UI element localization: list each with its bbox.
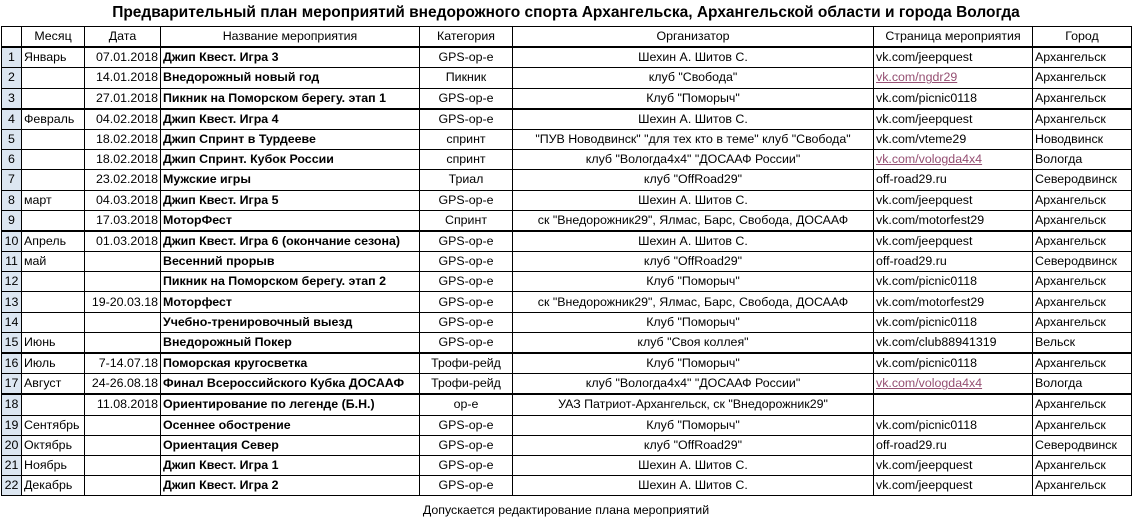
date-cell: 19-20.03.18 xyxy=(85,292,161,312)
organizer-cell: ск "Внедорожник29", Ялмас, Барс, Свобода, ДОСААФ xyxy=(513,210,874,231)
organizer-cell: клуб "OffRoad29" xyxy=(513,170,874,190)
organizer-cell: Шехин А. Шитов С. xyxy=(513,190,874,210)
event-name-cell: Джип Квест. Игра 3 xyxy=(161,47,420,68)
organizer-cell: Шехин А. Шитов С. xyxy=(513,476,874,496)
event-name-cell: Внедорожный Покер xyxy=(161,332,420,353)
event-page-link[interactable]: vk.com/ngdr29 xyxy=(876,70,958,85)
category-cell: Трофи-рейд xyxy=(420,374,513,395)
organizer-cell: клуб "Вологда4х4" "ДОСААФ России" xyxy=(513,374,874,395)
category-cell: GPS-ор-е xyxy=(420,476,513,496)
category-cell: GPS-ор-е xyxy=(420,190,513,210)
month-cell xyxy=(22,210,85,231)
date-cell: 04.02.2018 xyxy=(85,109,161,130)
row-number: 17 xyxy=(2,374,22,395)
row-number: 6 xyxy=(2,150,22,170)
event-name-cell: Ориентация Север xyxy=(161,435,420,455)
row-number: 20 xyxy=(2,435,22,455)
row-number: 13 xyxy=(2,292,22,312)
organizer-cell: клуб "OffRoad29" xyxy=(513,252,874,272)
category-cell: Спринт xyxy=(420,210,513,231)
row-number: 2 xyxy=(2,68,22,88)
organizer-cell: Шехин А. Шитов С. xyxy=(513,47,874,68)
event-name-cell: Джип Квест. Игра 4 xyxy=(161,109,420,130)
table-row xyxy=(2,353,1132,374)
month-cell: Январь xyxy=(22,47,85,68)
organizer-cell: клуб "OffRoad29" xyxy=(513,435,874,455)
header-num xyxy=(2,27,22,48)
month-cell xyxy=(22,394,85,415)
event-name-cell: Ориентирование по легенде (Б.Н.) xyxy=(161,394,420,415)
event-page-link[interactable]: vk.com/vologda4x4 xyxy=(876,376,983,391)
organizer-cell: Шехин А. Шитов С. xyxy=(513,231,874,252)
category-cell: Трофи-рейд xyxy=(420,353,513,374)
city-cell: Архангельск xyxy=(1033,455,1132,475)
table-row xyxy=(2,88,1132,109)
month-cell xyxy=(22,312,85,332)
table-row xyxy=(2,292,1132,312)
date-cell: 18.02.2018 xyxy=(85,150,161,170)
table-row xyxy=(2,210,1132,231)
table-row xyxy=(2,374,1132,395)
table-row xyxy=(2,170,1132,190)
date-cell: 07.01.2018 xyxy=(85,47,161,68)
month-cell: Ноябрь xyxy=(22,455,85,475)
table-row xyxy=(2,231,1132,252)
event-page-cell: off-road29.ru xyxy=(874,170,1033,190)
month-cell xyxy=(22,272,85,292)
event-name-cell: Джип Спринт в Турдееве xyxy=(161,129,420,149)
month-cell: Апрель xyxy=(22,231,85,252)
event-name-cell: Учебно-тренировочный выезд xyxy=(161,312,420,332)
city-cell: Архангельск xyxy=(1033,47,1132,68)
month-cell: март xyxy=(22,190,85,210)
table-row xyxy=(2,68,1132,88)
event-page-cell: vk.com/picnic0118 xyxy=(874,415,1033,435)
row-number: 11 xyxy=(2,252,22,272)
event-page-cell: vk.com/picnic0118 xyxy=(874,312,1033,332)
city-cell: Архангельск xyxy=(1033,353,1132,374)
row-number: 22 xyxy=(2,476,22,496)
event-name-cell: Пикник на Поморском берегу. этап 2 xyxy=(161,272,420,292)
city-cell: Архангельск xyxy=(1033,210,1132,231)
date-cell xyxy=(85,415,161,435)
category-cell: GPS-ор-е xyxy=(420,415,513,435)
date-cell xyxy=(85,252,161,272)
city-cell: Северодвинск xyxy=(1033,435,1132,455)
table-row xyxy=(2,312,1132,332)
table-row xyxy=(2,129,1132,149)
event-name-cell: Моторфест xyxy=(161,292,420,312)
organizer-cell: Шехин А. Шитов С. xyxy=(513,455,874,475)
city-cell: Архангельск xyxy=(1033,109,1132,130)
event-name-cell: Джип Квест. Игра 2 xyxy=(161,476,420,496)
organizer-cell: Шехин А. Шитов С. xyxy=(513,109,874,130)
month-cell xyxy=(22,88,85,109)
event-page-cell: vk.com/vteme29 xyxy=(874,129,1033,149)
city-cell: Архангельск xyxy=(1033,394,1132,415)
city-cell: Архангельск xyxy=(1033,231,1132,252)
event-page-cell: vk.com/club88941319 xyxy=(874,332,1033,353)
organizer-cell: Клуб "Поморыч" xyxy=(513,353,874,374)
event-name-cell: МоторФест xyxy=(161,210,420,231)
row-number: 7 xyxy=(2,170,22,190)
organizer-cell: "ПУВ Новодвинск" "для тех кто в теме" клуб "Свобода" xyxy=(513,129,874,149)
table-row xyxy=(2,415,1132,435)
row-number: 16 xyxy=(2,353,22,374)
category-cell: GPS-ор-е xyxy=(420,435,513,455)
month-cell: Август xyxy=(22,374,85,395)
event-name-cell: Мужские игры xyxy=(161,170,420,190)
date-cell xyxy=(85,455,161,475)
category-cell: GPS-ор-е xyxy=(420,332,513,353)
header-month: Месяц xyxy=(22,27,85,48)
event-page-cell: vk.com/motorfest29 xyxy=(874,210,1033,231)
city-cell: Архангельск xyxy=(1033,272,1132,292)
table-row xyxy=(2,109,1132,130)
category-cell: GPS-ор-е xyxy=(420,231,513,252)
date-cell: 7-14.07.18 xyxy=(85,353,161,374)
table-row xyxy=(2,435,1132,455)
category-cell: GPS-ор-е xyxy=(420,252,513,272)
city-cell: Новодвинск xyxy=(1033,129,1132,149)
city-cell: Северодвинск xyxy=(1033,170,1132,190)
date-cell: 23.02.2018 xyxy=(85,170,161,190)
row-number: 8 xyxy=(2,190,22,210)
date-cell xyxy=(85,435,161,455)
row-number: 14 xyxy=(2,312,22,332)
event-page-cell xyxy=(874,68,1033,88)
header-page: Страница мероприятия xyxy=(874,27,1033,48)
row-number: 10 xyxy=(2,231,22,252)
header-name: Название мероприятия xyxy=(161,27,420,48)
table-row xyxy=(2,455,1132,475)
organizer-cell: УАЗ Патриот-Архангельск, ск "Внедорожник29" xyxy=(513,394,874,415)
event-page-cell xyxy=(874,374,1033,395)
month-cell xyxy=(22,68,85,88)
table-row xyxy=(2,272,1132,292)
row-number: 15 xyxy=(2,332,22,353)
table-row xyxy=(2,150,1132,170)
month-cell xyxy=(22,150,85,170)
month-cell: Октябрь xyxy=(22,435,85,455)
event-page-cell: off-road29.ru xyxy=(874,252,1033,272)
event-page-cell: off-road29.ru xyxy=(874,435,1033,455)
table-row xyxy=(2,252,1132,272)
city-cell: Архангельск xyxy=(1033,312,1132,332)
table-row xyxy=(2,190,1132,210)
row-number: 19 xyxy=(2,415,22,435)
month-cell: май xyxy=(22,252,85,272)
table-row xyxy=(2,476,1132,496)
event-page-cell: vk.com/picnic0118 xyxy=(874,272,1033,292)
event-name-cell: Финал Всероссийского Кубка ДОСААФ xyxy=(161,374,420,395)
city-cell: Архангельск xyxy=(1033,88,1132,109)
event-name-cell: Джип Квест. Игра 6 (окончание сезона) xyxy=(161,231,420,252)
header-date: Дата xyxy=(85,27,161,48)
event-page-cell: vk.com/jeepquest xyxy=(874,109,1033,130)
event-name-cell: Джип Спринт. Кубок России xyxy=(161,150,420,170)
month-cell: Июнь xyxy=(22,332,85,353)
city-cell: Вельск xyxy=(1033,332,1132,353)
category-cell: GPS-ор-е xyxy=(420,47,513,68)
month-cell xyxy=(22,292,85,312)
organizer-cell: клуб "Своя коллея" xyxy=(513,332,874,353)
event-name-cell: Пикник на Поморском берегу. этап 1 xyxy=(161,88,420,109)
city-cell: Архангельск xyxy=(1033,476,1132,496)
event-page-cell: vk.com/jeepquest xyxy=(874,190,1033,210)
row-number: 4 xyxy=(2,109,22,130)
event-name-cell: Внедорожный новый год xyxy=(161,68,420,88)
category-cell: Пикник xyxy=(420,68,513,88)
table-row xyxy=(2,47,1132,68)
date-cell: 17.03.2018 xyxy=(85,210,161,231)
row-number: 5 xyxy=(2,129,22,149)
date-cell xyxy=(85,332,161,353)
city-cell: Архангельск xyxy=(1033,292,1132,312)
header-row xyxy=(2,27,1132,48)
date-cell xyxy=(85,272,161,292)
footer-note: Допускается редактирование плана мероприятий xyxy=(422,503,710,517)
date-cell: 18.02.2018 xyxy=(85,129,161,149)
date-cell: 04.03.2018 xyxy=(85,190,161,210)
row-number: 18 xyxy=(2,394,22,415)
event-name-cell: Джип Квест. Игра 1 xyxy=(161,455,420,475)
event-page-link[interactable]: vk.com/vologda4x4 xyxy=(876,152,983,167)
row-number: 1 xyxy=(2,47,22,68)
event-page-cell: vk.com/jeepquest xyxy=(874,47,1033,68)
month-cell xyxy=(22,129,85,149)
month-cell: Июль xyxy=(22,353,85,374)
row-number: 12 xyxy=(2,272,22,292)
city-cell: Северодвинск xyxy=(1033,252,1132,272)
event-page-cell: vk.com/picnic0118 xyxy=(874,353,1033,374)
event-page-cell: vk.com/jeepquest xyxy=(874,476,1033,496)
date-cell: 24-26.08.18 xyxy=(85,374,161,395)
row-number: 21 xyxy=(2,455,22,475)
category-cell: GPS-ор-е xyxy=(420,455,513,475)
date-cell: 27.01.2018 xyxy=(85,88,161,109)
event-page-cell: vk.com/picnic0118 xyxy=(874,88,1033,109)
events-table xyxy=(1,26,1132,496)
organizer-cell: Клуб "Поморыч" xyxy=(513,312,874,332)
row-number: 9 xyxy=(2,210,22,231)
category-cell: GPS-ор-е xyxy=(420,292,513,312)
event-page-cell: vk.com/jeepquest xyxy=(874,231,1033,252)
category-cell: GPS-ор-е xyxy=(420,312,513,332)
event-name-cell: Осеннее обострение xyxy=(161,415,420,435)
event-name-cell: Джип Квест. Игра 5 xyxy=(161,190,420,210)
table-row xyxy=(2,394,1132,415)
city-cell: Архангельск xyxy=(1033,415,1132,435)
month-cell: Февраль xyxy=(22,109,85,130)
category-cell: GPS-ор-е xyxy=(420,88,513,109)
event-page-cell xyxy=(874,394,1033,415)
event-page-cell xyxy=(874,150,1033,170)
organizer-cell: Клуб "Поморыч" xyxy=(513,272,874,292)
event-page-cell: vk.com/jeepquest xyxy=(874,455,1033,475)
city-cell: Архангельск xyxy=(1033,68,1132,88)
city-cell: Архангельск xyxy=(1033,190,1132,210)
date-cell: 01.03.2018 xyxy=(85,231,161,252)
header-city: Город xyxy=(1033,27,1132,48)
event-name-cell: Весенний прорыв xyxy=(161,252,420,272)
page-title: Предварительный план мероприятий внедорожного спорта Архангельска, Архангельской области и города Вологда xyxy=(112,4,1020,21)
category-cell: спринт xyxy=(420,150,513,170)
category-cell: спринт xyxy=(420,129,513,149)
category-cell: GPS-ор-е xyxy=(420,272,513,292)
header-category: Категория xyxy=(420,27,513,48)
date-cell xyxy=(85,476,161,496)
event-name-cell: Поморская кругосветка xyxy=(161,353,420,374)
category-cell: GPS-ор-е xyxy=(420,109,513,130)
organizer-cell: Клуб "Поморыч" xyxy=(513,415,874,435)
event-page-cell: vk.com/motorfest29 xyxy=(874,292,1033,312)
city-cell: Вологда xyxy=(1033,374,1132,395)
organizer-cell: ск "Внедорожник29", Ялмас, Барс, Свобода, ДОСААФ xyxy=(513,292,874,312)
table-row xyxy=(2,332,1132,353)
organizer-cell: Клуб "Поморыч" xyxy=(513,88,874,109)
date-cell xyxy=(85,312,161,332)
header-organizer: Организатор xyxy=(513,27,874,48)
date-cell: 14.01.2018 xyxy=(85,68,161,88)
city-cell: Вологда xyxy=(1033,150,1132,170)
month-cell: Сентябрь xyxy=(22,415,85,435)
month-cell xyxy=(22,170,85,190)
organizer-cell: клуб "Свобода" xyxy=(513,68,874,88)
organizer-cell: клуб "Вологда4х4" "ДОСААФ России" xyxy=(513,150,874,170)
category-cell: Триал xyxy=(420,170,513,190)
category-cell: ор-е xyxy=(420,394,513,415)
date-cell: 11.08.2018 xyxy=(85,394,161,415)
month-cell: Декабрь xyxy=(22,476,85,496)
row-number: 3 xyxy=(2,88,22,109)
